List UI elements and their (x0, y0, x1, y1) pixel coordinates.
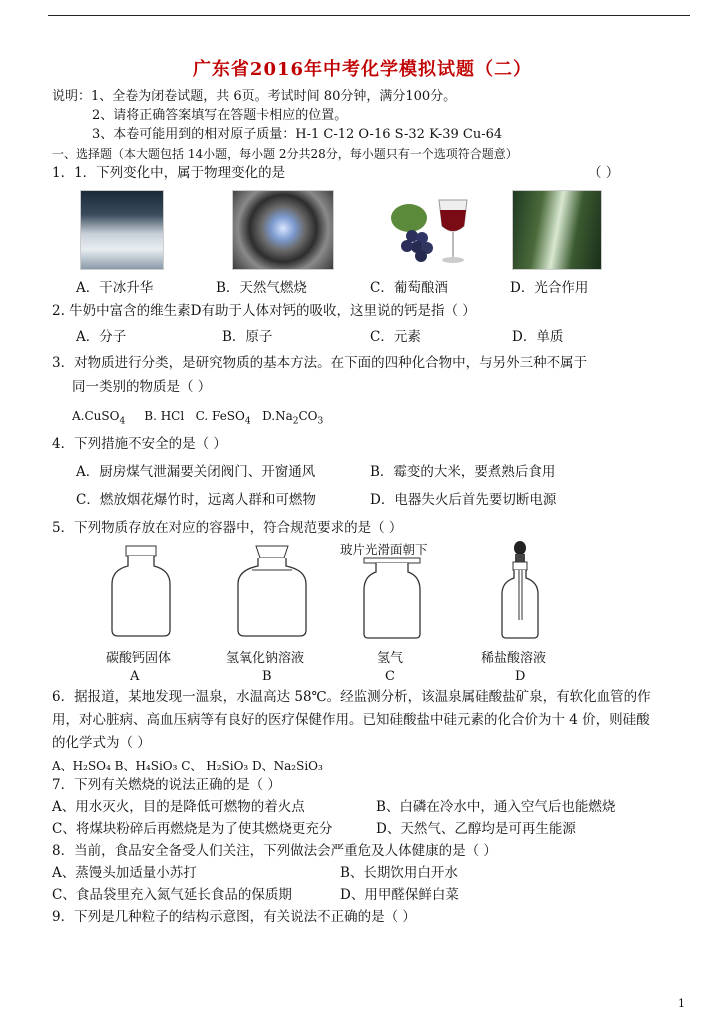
q5-label-b: B (262, 669, 272, 684)
note-3: 3、本卷可能用到的相对原子质量：H-1 C-12 O-16 S-32 K-39 Cu-64 (92, 127, 503, 142)
q4-option-b: B．霉变的大米，要煮熟后食用 (370, 464, 556, 480)
page-title: 广东省2016年中考化学模拟试题（二） (192, 59, 533, 80)
q2-option-c: C．元素 (370, 329, 421, 345)
q3-option-d: $D.Na_2CO_3$ (262, 409, 324, 427)
q3-stem-line2: 同一类别的物质是（ ） (72, 379, 212, 395)
q5-stem: 5．下列物质存放在对应的容器中，符合规范要求的是（ ） (52, 520, 403, 536)
page-number: 1 (678, 997, 685, 1010)
gas-jar-icon (360, 556, 424, 642)
q1-option-d: D．光合作用 (510, 280, 589, 296)
q2-option-a: A．分子 (76, 329, 127, 345)
q7-option-b: B、白磷在冷水中，通入空气后也能燃烧 (376, 799, 616, 815)
q8-stem: 8．当前，食品安全备受人们关注，下列做法会严重危及人体健康的是（ ） (52, 843, 497, 859)
q3-option-a: A.CuSO$_4$ (72, 409, 126, 427)
q8-option-b: B、长期饮用白开水 (340, 865, 458, 881)
top-rule (48, 15, 690, 16)
forest-photo (512, 190, 602, 270)
gas-stove-photo (232, 190, 334, 270)
q4-option-a: A．厨房煤气泄漏要关闭阀门、开窗通风 (76, 464, 316, 480)
q3-stem-line1: 3．对物质进行分类，是研究物质的基本方法。在下面的四种化合物中，与另外三种不属于 (52, 355, 588, 371)
q4-option-d: D．电器失火后首先要切断电源 (370, 492, 557, 508)
stoppered-bottle-icon (234, 544, 310, 640)
q2-option-d: D．单质 (512, 329, 564, 345)
q4-option-c: C．燃放烟花爆竹时，远离人群和可燃物 (76, 492, 316, 508)
q1-stem: 1．1．下列变化中，属于物理变化的是 (52, 165, 286, 181)
q3-option-b: B. HCl (144, 409, 185, 423)
q6-line3: 的化学式为（ ） (52, 735, 151, 751)
q6-options: A、H₂SO₄ B、H₄SiO₃ C、 H₂SiO₃ D、Na₂SiO₃ (52, 759, 323, 773)
q1-option-a: A．干冰升华 (76, 280, 154, 296)
q3-options (72, 407, 323, 430)
q5-caption-a: 碳酸钙固体 (106, 651, 172, 666)
section-heading: 一、选择题（本大题包括 14小题，每小题 2分共28分，每小题只有一个选项符合题意） (52, 147, 518, 161)
q5-caption-b: 氢氧化钠溶液 (226, 651, 305, 666)
q5-label-c: C (385, 669, 395, 684)
q1-option-b: B．天然气燃烧 (216, 280, 307, 296)
q5-caption-c: 氢气 (377, 651, 404, 666)
q1-answer-paren: （ ） (588, 165, 620, 181)
wide-mouth-bottle-icon (108, 544, 174, 640)
q3-option-c: C. FeSO$_4$ (195, 409, 251, 427)
q2-option-b: B．原子 (222, 329, 273, 345)
q8-option-d: D、用甲醛保鲜白菜 (340, 887, 459, 903)
dropper-bottle-icon (498, 540, 542, 642)
q1-option-c: C．葡萄酿酒 (370, 280, 448, 296)
q6-line1: 6．据报道，某地发现一温泉，水温高达 58℃。经监测分析，该温泉属硅酸盐矿泉，有软化血管的作 (52, 689, 651, 705)
dry-ice-photo (80, 190, 164, 270)
note-2: 2、请将正确答案填写在答题卡相应的位置。 (92, 108, 348, 123)
q7-stem: 7．下列有关燃烧的说法正确的是（ ） (52, 777, 281, 793)
q8-option-c: C、食品袋里充入氮气延长食品的保质期 (52, 887, 292, 903)
q6-line2: 用，对心脏病、高血压病等有良好的医疗保健作用。已知硅酸盐中硅元素的化合价为十 4 价，则硅酸 (52, 712, 650, 728)
q7-option-d: D、天然气、乙醇均是可再生能源 (376, 821, 576, 837)
q5-caption-d: 稀盐酸溶液 (481, 651, 547, 666)
note-1: 说明：1、全卷为闭卷试题，共 6页。考试时间 80分钟，满分100分。 (52, 89, 457, 104)
q8-option-a: A、蒸馒头加适量小苏打 (52, 865, 197, 881)
q7-option-a: A、用水灭火，目的是降低可燃物的着火点 (52, 799, 305, 815)
q5-glass-plate-note: 玻片光滑面朝下 (340, 542, 428, 557)
q5-label-a: A (130, 669, 140, 684)
q9-stem: 9．下列是几种粒子的结构示意图，有关说法不正确的是（ ） (52, 909, 416, 925)
q7-option-c: C、将煤块粉碎后再燃烧是为了使其燃烧更充分 (52, 821, 333, 837)
wine-grapes-photo (387, 192, 475, 268)
q4-stem: 4．下列措施不安全的是（ ） (52, 436, 227, 452)
q2-stem: 2. 牛奶中富含的维生素D有助于人体对钙的吸收，这里说的钙是指（ ） (52, 303, 476, 319)
q5-label-d: D (515, 669, 526, 684)
